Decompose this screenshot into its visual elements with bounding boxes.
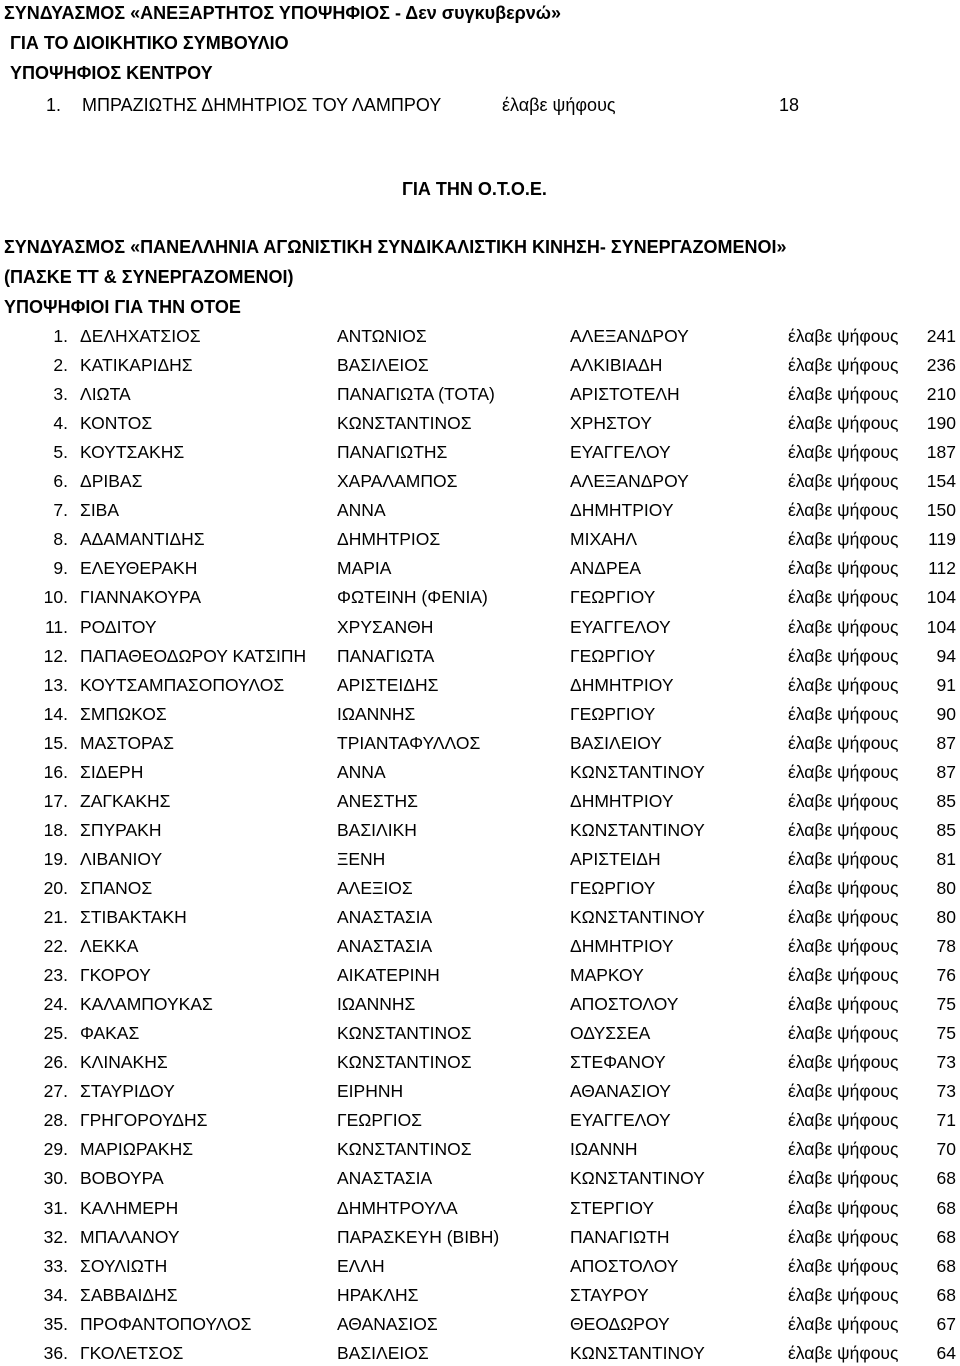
candidate-father-name: ΚΩΝΣΤΑΝΤΙΝΟΥ bbox=[570, 907, 705, 927]
vote-label: έλαβε ψήφους bbox=[788, 1081, 899, 1101]
candidate-surname: ΣΙΒΑ bbox=[80, 500, 120, 520]
candidate-father-name: ΘΕΟΔΩΡΟΥ bbox=[570, 1314, 670, 1334]
candidate-row bbox=[0, 412, 960, 434]
vote-label: έλαβε ψήφους bbox=[788, 384, 899, 404]
candidate-first-name: ΒΑΣΙΛΙΚΗ bbox=[337, 820, 417, 840]
vote-label: έλαβε ψήφους bbox=[788, 704, 899, 724]
candidate-surname: ΚΟΥΤΣΑΚΗΣ bbox=[80, 442, 185, 462]
candidate-surname: ΣΤΙΒΑΚΤΑΚΗ bbox=[80, 907, 187, 927]
candidate-row bbox=[0, 1022, 960, 1044]
candidate-father-name: ΙΩΑΝΝΗ bbox=[570, 1139, 638, 1159]
vote-label: έλαβε ψήφους bbox=[788, 1314, 899, 1334]
candidate-first-name: ΠΑΝΑΓΙΩΤΗΣ bbox=[337, 442, 448, 462]
candidate-surname: ΓΙΑΝΝΑΚΟΥΡΑ bbox=[80, 587, 202, 607]
candidate-surname: ΔΕΛΗΧΑΤΣΙΟΣ bbox=[80, 326, 201, 346]
candidate-first-name: ΠΑΡΑΣΚΕΥΗ (ΒΙΒΗ) bbox=[337, 1227, 500, 1247]
candidate-row bbox=[0, 1080, 960, 1102]
candidate-father-name: ΚΩΝΣΤΑΝΤΙΝΟΥ bbox=[570, 1343, 705, 1363]
candidate-row bbox=[0, 586, 960, 608]
candidate-number: 24. bbox=[43, 994, 68, 1014]
candidate-first-name: ΓΕΩΡΓΙΟΣ bbox=[337, 1110, 422, 1130]
candidate-number: 13. bbox=[43, 675, 68, 695]
vote-count: 75 bbox=[936, 1023, 956, 1043]
vote-label: έλαβε ψήφους bbox=[788, 1227, 899, 1247]
candidate-father-name: ΟΔΥΣΣΕΑ bbox=[570, 1023, 651, 1043]
candidate-father-name: ΑΠΟΣΤΟΛΟΥ bbox=[570, 1256, 679, 1276]
candidate-father-name: ΣΤΑΥΡΟΥ bbox=[570, 1285, 649, 1305]
vote-count: 64 bbox=[936, 1343, 956, 1363]
candidate-first-name: ΑΝΑΣΤΑΣΙΑ bbox=[337, 907, 433, 927]
candidate-first-name: ΚΩΝΣΤΑΝΤΙΝΟΣ bbox=[337, 413, 472, 433]
candidate-first-name: ΔΗΜΗΤΡΙΟΣ bbox=[337, 529, 441, 549]
candidate-first-name: ΑΡΙΣΤΕΙΔΗΣ bbox=[337, 675, 439, 695]
vote-count: 87 bbox=[936, 733, 956, 753]
vote-label: έλαβε ψήφους bbox=[788, 500, 899, 520]
candidate-row bbox=[0, 441, 960, 463]
vote-count: 119 bbox=[928, 529, 956, 549]
candidate-first-name: ΧΡΥΣΑΝΘΗ bbox=[337, 617, 434, 637]
candidate-row bbox=[0, 1167, 960, 1189]
candidate-surname: ΠΡΟΦΑΝΤΟΠΟΥΛΟΣ bbox=[80, 1314, 252, 1334]
vote-label: έλαβε ψήφους bbox=[788, 1168, 899, 1188]
candidate-row bbox=[0, 645, 960, 667]
candidate-surname: ΚΑΛΑΜΠΟΥΚΑΣ bbox=[80, 994, 213, 1014]
vote-count: 104 bbox=[926, 587, 956, 607]
candidate-father-name: ΑΠΟΣΤΟΛΟΥ bbox=[570, 994, 679, 1014]
candidate-number: 19. bbox=[43, 849, 68, 869]
candidate-row bbox=[0, 528, 960, 550]
vote-count: 154 bbox=[926, 471, 956, 491]
vote-count: 80 bbox=[936, 878, 956, 898]
vote-count: 68 bbox=[936, 1227, 956, 1247]
coalition-title: ΣΥΝΔΥΑΣΜΟΣ «ΑΝΕΞΑΡΤΗΤΟΣ ΥΠΟΨΗΦΙΟΣ - Δεν συγκυβερνώ» bbox=[4, 3, 561, 23]
candidate-first-name: ΑΝΤΩΝΙΟΣ bbox=[337, 326, 427, 346]
candidate-first-name: ΙΩΑΝΝΗΣ bbox=[337, 994, 416, 1014]
candidate-surname: ΒΟΒΟΥΡΑ bbox=[80, 1168, 164, 1188]
candidate-row bbox=[0, 1255, 960, 1277]
vote-label: έλαβε ψήφους bbox=[788, 820, 899, 840]
candidate-first-name: ΗΡΑΚΛΗΣ bbox=[337, 1285, 419, 1305]
candidate-row bbox=[0, 616, 960, 638]
candidate-number: 14. bbox=[43, 704, 68, 724]
candidate-row bbox=[0, 819, 960, 841]
candidate-father-name: ΣΤΕΦΑΝΟΥ bbox=[570, 1052, 666, 1072]
candidate-number: 20. bbox=[43, 878, 68, 898]
vote-count: 241 bbox=[926, 326, 956, 346]
candidate-first-name: ΕΛΛΗ bbox=[337, 1256, 385, 1276]
candidate-row bbox=[0, 325, 960, 347]
candidate-surname: ΣΠΥΡΑΚΗ bbox=[80, 820, 162, 840]
vote-label: έλαβε ψήφους bbox=[788, 907, 899, 927]
candidate-surname: ΜΠΑΛΑΝΟΥ bbox=[80, 1227, 180, 1247]
candidate-father-name: ΠΑΝΑΓΙΩΤΗ bbox=[570, 1227, 670, 1247]
candidate-number: 8. bbox=[53, 529, 68, 549]
vote-count: 112 bbox=[928, 558, 956, 578]
candidate-number: 1. bbox=[46, 95, 62, 115]
candidate-number: 27. bbox=[43, 1081, 68, 1101]
candidate-number: 18. bbox=[43, 820, 68, 840]
vote-count: 68 bbox=[936, 1285, 956, 1305]
vote-label: έλαβε ψήφους bbox=[788, 733, 899, 753]
candidate-surname: ΚΛΙΝΑΚΗΣ bbox=[80, 1052, 168, 1072]
candidate-surname: ΚΑΛΗΜΕΡΗ bbox=[80, 1198, 179, 1218]
candidate-row bbox=[0, 877, 960, 899]
vote-label: έλαβε ψήφους bbox=[788, 617, 899, 637]
candidate-first-name: ΑΙΚΑΤΕΡΙΝΗ bbox=[337, 965, 440, 985]
candidate-first-name: ΞΕΝΗ bbox=[337, 849, 386, 869]
vote-count: 91 bbox=[936, 675, 956, 695]
candidate-father-name: ΑΛΚΙΒΙΑΔΗ bbox=[570, 355, 663, 375]
vote-label: έλαβε ψήφους bbox=[788, 936, 899, 956]
candidate-number: 23. bbox=[43, 965, 68, 985]
candidate-surname: ΣΙΔΕΡΗ bbox=[80, 762, 144, 782]
candidate-first-name: ΒΑΣΙΛΕΙΟΣ bbox=[337, 355, 429, 375]
vote-count: 90 bbox=[936, 704, 956, 724]
candidate-number: 6. bbox=[53, 471, 68, 491]
candidate-row bbox=[0, 1051, 960, 1073]
candidate-surname: ΣΑΒΒΑΙΔΗΣ bbox=[80, 1285, 178, 1305]
central-candidate-row bbox=[0, 94, 960, 116]
candidate-surname: ΛΙΒΑΝΙΟΥ bbox=[80, 849, 163, 869]
candidate-first-name: ΠΑΝΑΓΙΩΤΑ (ΤΟΤΑ) bbox=[337, 384, 495, 404]
candidate-surname: ΣΤΑΥΡΙΔΟΥ bbox=[80, 1081, 175, 1101]
vote-label: έλαβε ψήφους bbox=[788, 355, 899, 375]
candidate-number: 17. bbox=[43, 791, 68, 811]
candidate-first-name: ΚΩΝΣΤΑΝΤΙΝΟΣ bbox=[337, 1023, 472, 1043]
otoe-candidates-heading: ΥΠΟΨΗΦΙΟΙ ΓΙΑ ΤΗΝ ΟΤΟΕ bbox=[4, 297, 241, 317]
candidate-row bbox=[0, 674, 960, 696]
candidate-number: 22. bbox=[43, 936, 68, 956]
vote-label: έλαβε ψήφους bbox=[788, 558, 899, 578]
candidate-first-name: ΑΘΑΝΑΣΙΟΣ bbox=[337, 1314, 438, 1334]
candidate-number: 28. bbox=[43, 1110, 68, 1130]
candidate-row bbox=[0, 761, 960, 783]
vote-label: έλαβε ψήφους bbox=[788, 675, 899, 695]
candidate-number: 29. bbox=[43, 1139, 68, 1159]
candidate-row bbox=[0, 1284, 960, 1306]
candidate-row bbox=[0, 906, 960, 928]
candidate-number: 2. bbox=[53, 355, 68, 375]
candidate-first-name: ΚΩΝΣΤΑΝΤΙΝΟΣ bbox=[337, 1052, 472, 1072]
candidate-first-name: ΑΝΕΣΤΗΣ bbox=[337, 791, 418, 811]
vote-count: 70 bbox=[936, 1139, 956, 1159]
candidate-number: 9. bbox=[53, 558, 68, 578]
candidate-surname: ΓΡΗΓΟΡΟΥΔΗΣ bbox=[80, 1110, 208, 1130]
candidate-first-name: ΧΑΡΑΛΑΜΠΟΣ bbox=[337, 471, 458, 491]
candidate-surname: ΜΑΣΤΟΡΑΣ bbox=[80, 733, 174, 753]
candidate-row bbox=[0, 1197, 960, 1219]
vote-label: έλαβε ψήφους bbox=[788, 442, 899, 462]
vote-count: 68 bbox=[936, 1198, 956, 1218]
candidate-row bbox=[0, 848, 960, 870]
candidate-father-name: ΓΕΩΡΓΙΟΥ bbox=[570, 587, 656, 607]
candidate-number: 30. bbox=[43, 1168, 68, 1188]
candidate-father-name: ΒΑΣΙΛΕΙΟΥ bbox=[570, 733, 662, 753]
candidate-number: 7. bbox=[53, 500, 68, 520]
candidate-first-name: ΔΗΜΗΤΡΟΥΛΑ bbox=[337, 1198, 458, 1218]
vote-label: έλαβε ψήφους bbox=[788, 471, 899, 491]
candidate-number: 32. bbox=[43, 1227, 68, 1247]
candidate-number: 15. bbox=[43, 733, 68, 753]
candidate-surname: ΑΔΑΜΑΝΤΙΔΗΣ bbox=[80, 529, 205, 549]
vote-label: έλαβε ψήφους bbox=[788, 529, 899, 549]
candidate-first-name: ΚΩΝΣΤΑΝΤΙΝΟΣ bbox=[337, 1139, 472, 1159]
vote-label: έλαβε ψήφους bbox=[788, 1052, 899, 1072]
candidate-row bbox=[0, 964, 960, 986]
candidate-number: 5. bbox=[53, 442, 68, 462]
vote-label: έλαβε ψήφους bbox=[788, 1110, 899, 1130]
candidate-row bbox=[0, 732, 960, 754]
candidate-surname: ΓΚΟΛΕΤΣΟΣ bbox=[80, 1343, 184, 1363]
candidate-surname: ΔΡΙΒΑΣ bbox=[80, 471, 143, 491]
candidate-number: 4. bbox=[53, 413, 68, 433]
candidate-surname: ΛΙΩΤΑ bbox=[80, 384, 131, 404]
vote-count: 85 bbox=[936, 820, 956, 840]
vote-count: 78 bbox=[936, 936, 956, 956]
candidate-row bbox=[0, 557, 960, 579]
candidate-father-name: ΔΗΜΗΤΡΙΟΥ bbox=[570, 791, 674, 811]
vote-count: 76 bbox=[936, 965, 956, 985]
vote-label: έλαβε ψήφους bbox=[788, 1139, 899, 1159]
candidate-first-name: ΕΙΡΗΝΗ bbox=[337, 1081, 404, 1101]
vote-label: έλαβε ψήφους bbox=[788, 762, 899, 782]
vote-label: έλαβε ψήφους bbox=[788, 1023, 899, 1043]
vote-label: έλαβε ψήφους bbox=[502, 95, 616, 115]
vote-count: 73 bbox=[936, 1052, 956, 1072]
candidate-number: 33. bbox=[43, 1256, 68, 1276]
candidate-row bbox=[0, 1138, 960, 1160]
candidate-surname: ΚΑΤΙΚΑΡΙΔΗΣ bbox=[80, 355, 193, 375]
otoe-coalition-title: ΣΥΝΔΥΑΣΜΟΣ «ΠΑΝΕΛΛΗΝΙΑ ΑΓΩΝΙΣΤΙΚΗ ΣΥΝΔΙΚΑΛΙΣΤΙΚΗ ΚΙΝΗΣΗ- ΣΥΝΕΡΓΑΖΟΜΕΝΟΙ» bbox=[4, 237, 787, 257]
candidate-father-name: ΚΩΝΣΤΑΝΤΙΝΟΥ bbox=[570, 762, 705, 782]
otoe-heading: ΓΙΑ ΤΗΝ Ο.Τ.Ο.Ε. bbox=[402, 179, 547, 199]
candidate-father-name: ΑΡΙΣΤΕΙΔΗ bbox=[570, 849, 661, 869]
candidate-surname: ΓΚΟΡΟΥ bbox=[80, 965, 151, 985]
candidate-surname: ΠΑΠΑΘΕΟΔΩΡΟΥ ΚΑΤΣΙΠΗ bbox=[80, 646, 307, 666]
candidate-row bbox=[0, 935, 960, 957]
vote-count: 187 bbox=[926, 442, 956, 462]
vote-count: 236 bbox=[926, 355, 956, 375]
candidate-row bbox=[0, 1226, 960, 1248]
vote-label: έλαβε ψήφους bbox=[788, 878, 899, 898]
candidate-number: 34. bbox=[43, 1285, 68, 1305]
candidate-first-name: ΜΑΡΙΑ bbox=[337, 558, 392, 578]
candidate-number: 31. bbox=[43, 1198, 68, 1218]
candidate-father-name: ΕΥΑΓΓΕΛΟΥ bbox=[570, 442, 671, 462]
candidate-father-name: ΑΛΕΞΑΝΔΡΟΥ bbox=[570, 471, 689, 491]
candidate-surname: ΕΛΕΥΘΕΡΑΚΗ bbox=[80, 558, 198, 578]
candidate-row bbox=[0, 1342, 960, 1364]
candidate-first-name: ΙΩΑΝΝΗΣ bbox=[337, 704, 416, 724]
candidate-first-name: ΒΑΣΙΛΕΙΟΣ bbox=[337, 1343, 429, 1363]
vote-label: έλαβε ψήφους bbox=[788, 791, 899, 811]
vote-count: 73 bbox=[936, 1081, 956, 1101]
candidate-name: ΜΠΡΑΖΙΩΤΗΣ ΔΗΜΗΤΡΙΟΣ ΤΟΥ ΛΑΜΠΡΟΥ bbox=[82, 95, 442, 115]
candidate-row bbox=[0, 383, 960, 405]
candidate-father-name: ΜΙΧΑΗΛ bbox=[570, 529, 638, 549]
vote-count: 150 bbox=[926, 500, 956, 520]
candidate-father-name: ΕΥΑΓΓΕΛΟΥ bbox=[570, 617, 671, 637]
vote-label: έλαβε ψήφους bbox=[788, 965, 899, 985]
candidate-first-name: ΑΝΑΣΤΑΣΙΑ bbox=[337, 936, 433, 956]
vote-label: έλαβε ψήφους bbox=[788, 1343, 899, 1363]
candidate-number: 10. bbox=[43, 587, 68, 607]
candidate-surname: ΣΠΑΝΟΣ bbox=[80, 878, 153, 898]
candidate-first-name: ΦΩΤΕΙΝΗ (ΦΕΝΙΑ) bbox=[337, 587, 488, 607]
vote-label: έλαβε ψήφους bbox=[788, 413, 899, 433]
candidate-surname: ΜΑΡΙΩΡΑΚΗΣ bbox=[80, 1139, 194, 1159]
vote-count: 68 bbox=[936, 1256, 956, 1276]
candidate-number: 1. bbox=[53, 326, 68, 346]
candidate-first-name: ΑΝΝΑ bbox=[337, 500, 386, 520]
candidate-number: 3. bbox=[53, 384, 68, 404]
vote-label: έλαβε ψήφους bbox=[788, 646, 899, 666]
candidate-father-name: ΑΛΕΞΑΝΔΡΟΥ bbox=[570, 326, 689, 346]
vote-count: 190 bbox=[926, 413, 956, 433]
vote-count: 81 bbox=[936, 849, 956, 869]
vote-label: έλαβε ψήφους bbox=[788, 994, 899, 1014]
vote-count: 210 bbox=[926, 384, 956, 404]
candidate-surname: ΡΟΔΙΤΟΥ bbox=[80, 617, 157, 637]
candidate-first-name: ΠΑΝΑΓΙΩΤΑ bbox=[337, 646, 435, 666]
candidate-number: 25. bbox=[43, 1023, 68, 1043]
vote-count: 85 bbox=[936, 791, 956, 811]
vote-label: έλαβε ψήφους bbox=[788, 1285, 899, 1305]
candidate-first-name: ΑΝΑΣΤΑΣΙΑ bbox=[337, 1168, 433, 1188]
candidate-number: 11. bbox=[44, 617, 68, 637]
candidate-surname: ΦΑΚΑΣ bbox=[80, 1023, 140, 1043]
candidate-surname: ΛΕΚΚΑ bbox=[80, 936, 139, 956]
vote-count: 18 bbox=[779, 95, 800, 115]
candidate-surname: ΣΜΠΩΚΟΣ bbox=[80, 704, 167, 724]
candidate-father-name: ΓΕΩΡΓΙΟΥ bbox=[570, 704, 656, 724]
candidate-father-name: ΚΩΝΣΤΑΝΤΙΝΟΥ bbox=[570, 820, 705, 840]
vote-count: 68 bbox=[936, 1168, 956, 1188]
board-heading: ΓΙΑ ΤΟ ΔΙΟΙΚΗΤΙΚΟ ΣΥΜΒΟΥΛΙΟ bbox=[10, 33, 289, 53]
vote-count: 94 bbox=[936, 646, 956, 666]
candidate-surname: ΚΟΝΤΟΣ bbox=[80, 413, 153, 433]
vote-count: 71 bbox=[936, 1110, 956, 1130]
candidate-number: 36. bbox=[43, 1343, 68, 1363]
candidate-father-name: ΔΗΜΗΤΡΙΟΥ bbox=[570, 936, 674, 956]
candidate-surname: ΖΑΓΚΑΚΗΣ bbox=[80, 791, 171, 811]
candidate-first-name: ΑΛΕΞΙΟΣ bbox=[337, 878, 413, 898]
candidate-father-name: ΧΡΗΣΤΟΥ bbox=[570, 413, 652, 433]
candidate-row bbox=[0, 790, 960, 812]
candidate-row bbox=[0, 1109, 960, 1131]
candidate-surname: ΚΟΥΤΣΑΜΠΑΣΟΠΟΥΛΟΣ bbox=[80, 675, 285, 695]
candidate-father-name: ΚΩΝΣΤΑΝΤΙΝΟΥ bbox=[570, 1168, 705, 1188]
candidate-row bbox=[0, 703, 960, 725]
candidate-number: 21. bbox=[43, 907, 68, 927]
candidate-row bbox=[0, 499, 960, 521]
vote-count: 67 bbox=[936, 1314, 956, 1334]
vote-count: 80 bbox=[936, 907, 956, 927]
candidate-father-name: ΑΘΑΝΑΣΙΟΥ bbox=[570, 1081, 671, 1101]
vote-count: 87 bbox=[936, 762, 956, 782]
candidate-father-name: ΑΡΙΣΤΟΤΕΛΗ bbox=[570, 384, 680, 404]
vote-count: 75 bbox=[936, 994, 956, 1014]
vote-label: έλαβε ψήφους bbox=[788, 1198, 899, 1218]
otoe-coalition-subtitle: (ΠΑΣΚΕ ΤΤ & ΣΥΝΕΡΓΑΖΟΜΕΝΟΙ) bbox=[4, 267, 294, 287]
central-candidate-heading: ΥΠΟΨΗΦΙΟΣ ΚΕΝΤΡΟΥ bbox=[10, 63, 213, 83]
candidate-row bbox=[0, 1313, 960, 1335]
vote-label: έλαβε ψήφους bbox=[788, 849, 899, 869]
candidate-number: 16. bbox=[43, 762, 68, 782]
candidate-row bbox=[0, 470, 960, 492]
candidate-father-name: ΓΕΩΡΓΙΟΥ bbox=[570, 646, 656, 666]
candidate-number: 12. bbox=[43, 646, 68, 666]
candidate-father-name: ΕΥΑΓΓΕΛΟΥ bbox=[570, 1110, 671, 1130]
candidate-number: 26. bbox=[43, 1052, 68, 1072]
candidate-father-name: ΔΗΜΗΤΡΙΟΥ bbox=[570, 675, 674, 695]
candidate-father-name: ΣΤΕΡΓΙΟΥ bbox=[570, 1198, 655, 1218]
vote-label: έλαβε ψήφους bbox=[788, 326, 899, 346]
candidate-first-name: ΑΝΝΑ bbox=[337, 762, 386, 782]
candidate-surname: ΣΟΥΛΙΩΤΗ bbox=[80, 1256, 168, 1276]
candidate-father-name: ΓΕΩΡΓΙΟΥ bbox=[570, 878, 656, 898]
vote-label: έλαβε ψήφους bbox=[788, 1256, 899, 1276]
candidate-row bbox=[0, 354, 960, 376]
vote-count: 104 bbox=[926, 617, 956, 637]
candidate-number: 35. bbox=[43, 1314, 68, 1334]
candidate-father-name: ΜΑΡΚΟΥ bbox=[570, 965, 644, 985]
vote-label: έλαβε ψήφους bbox=[788, 587, 899, 607]
candidate-first-name: ΤΡΙΑΝΤΑΦΥΛΛΟΣ bbox=[337, 733, 481, 753]
candidate-father-name: ΔΗΜΗΤΡΙΟΥ bbox=[570, 500, 674, 520]
candidate-father-name: ΑΝΔΡΕΑ bbox=[570, 558, 642, 578]
candidate-row bbox=[0, 993, 960, 1015]
